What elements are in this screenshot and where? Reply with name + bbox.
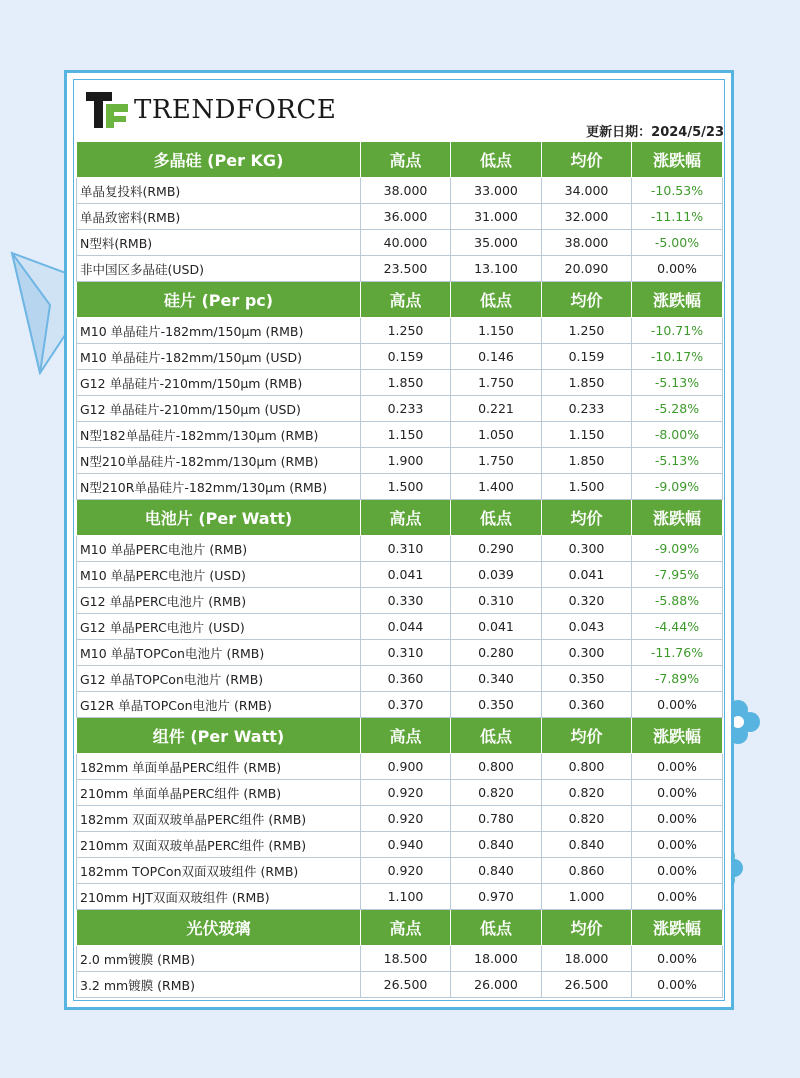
price-change: -5.13% xyxy=(632,370,723,396)
table-row xyxy=(77,474,723,500)
price-change: -8.00% xyxy=(632,422,723,448)
product-name: 182mm 单面单晶PERC组件 (RMB) xyxy=(77,754,361,780)
column-header-avg: 均价 xyxy=(542,142,632,178)
price-avg: 34.000 xyxy=(542,178,632,204)
table-row xyxy=(77,884,723,910)
price-avg: 1.250 xyxy=(542,318,632,344)
price-avg: 0.840 xyxy=(542,832,632,858)
table-row xyxy=(77,204,723,230)
price-high: 0.920 xyxy=(361,780,451,806)
trendforce-logo xyxy=(86,90,336,130)
price-avg: 20.090 xyxy=(542,256,632,282)
product-name: 182mm TOPCon双面双玻组件 (RMB) xyxy=(77,858,361,884)
table-row xyxy=(77,832,723,858)
price-avg: 0.820 xyxy=(542,806,632,832)
price-low: 0.280 xyxy=(451,640,542,666)
product-name: 3.2 mm镀膜 (RMB) xyxy=(77,972,361,998)
price-low: 1.750 xyxy=(451,370,542,396)
column-header-avg: 均价 xyxy=(542,718,632,754)
price-high: 1.150 xyxy=(361,422,451,448)
price-high: 0.920 xyxy=(361,806,451,832)
price-high: 0.044 xyxy=(361,614,451,640)
table-row xyxy=(77,230,723,256)
price-avg: 38.000 xyxy=(542,230,632,256)
column-header-high: 高点 xyxy=(361,282,451,318)
price-table xyxy=(76,141,723,998)
price-low: 0.840 xyxy=(451,858,542,884)
product-name: N型210单晶硅片-182mm/130μm (RMB) xyxy=(77,448,361,474)
price-change: -10.53% xyxy=(632,178,723,204)
product-name: M10 单晶PERC电池片 (RMB) xyxy=(77,536,361,562)
price-high: 0.310 xyxy=(361,640,451,666)
section-title: 多晶硅 (Per KG) xyxy=(77,142,361,178)
table-row xyxy=(77,640,723,666)
table-row xyxy=(77,562,723,588)
price-high: 36.000 xyxy=(361,204,451,230)
price-low: 0.221 xyxy=(451,396,542,422)
price-avg: 0.233 xyxy=(542,396,632,422)
trendforce-logo-icon xyxy=(86,90,128,130)
table-row xyxy=(77,370,723,396)
price-high: 18.500 xyxy=(361,946,451,972)
table-row xyxy=(77,614,723,640)
product-name: G12 单晶PERC电池片 (RMB) xyxy=(77,588,361,614)
price-avg: 0.360 xyxy=(542,692,632,718)
table-row xyxy=(77,806,723,832)
price-avg: 1.500 xyxy=(542,474,632,500)
update-date: 更新日期：2024/5/23 xyxy=(586,125,724,140)
price-low: 1.050 xyxy=(451,422,542,448)
table-row xyxy=(77,536,723,562)
price-change: 0.00% xyxy=(632,946,723,972)
table-row xyxy=(77,858,723,884)
price-avg: 1.850 xyxy=(542,370,632,396)
price-low: 0.350 xyxy=(451,692,542,718)
price-change: -5.00% xyxy=(632,230,723,256)
column-header-low: 低点 xyxy=(451,142,542,178)
price-low: 33.000 xyxy=(451,178,542,204)
price-high: 0.330 xyxy=(361,588,451,614)
price-high: 0.360 xyxy=(361,666,451,692)
price-high: 1.500 xyxy=(361,474,451,500)
product-name: M10 单晶PERC电池片 (USD) xyxy=(77,562,361,588)
column-header-avg: 均价 xyxy=(542,910,632,946)
column-header-high: 高点 xyxy=(361,500,451,536)
price-avg: 18.000 xyxy=(542,946,632,972)
table-row xyxy=(77,972,723,998)
product-name: 单晶致密料(RMB) xyxy=(77,204,361,230)
section-title: 光伏玻璃 xyxy=(77,910,361,946)
column-header-change: 涨跌幅 xyxy=(632,500,723,536)
price-change: -11.11% xyxy=(632,204,723,230)
column-header-high: 高点 xyxy=(361,910,451,946)
table-row xyxy=(77,448,723,474)
price-change: -9.09% xyxy=(632,474,723,500)
table-row xyxy=(77,178,723,204)
price-high: 26.500 xyxy=(361,972,451,998)
price-avg: 1.150 xyxy=(542,422,632,448)
section-title: 组件 (Per Watt) xyxy=(77,718,361,754)
price-low: 0.840 xyxy=(451,832,542,858)
price-avg: 0.800 xyxy=(542,754,632,780)
table-row xyxy=(77,666,723,692)
price-change: -10.71% xyxy=(632,318,723,344)
price-avg: 0.860 xyxy=(542,858,632,884)
price-low: 0.290 xyxy=(451,536,542,562)
price-avg: 0.820 xyxy=(542,780,632,806)
price-change: -5.28% xyxy=(632,396,723,422)
column-header-high: 高点 xyxy=(361,718,451,754)
product-name: 210mm 双面双玻单晶PERC组件 (RMB) xyxy=(77,832,361,858)
column-header-high: 高点 xyxy=(361,142,451,178)
price-avg: 26.500 xyxy=(542,972,632,998)
product-name: N型料(RMB) xyxy=(77,230,361,256)
price-avg: 32.000 xyxy=(542,204,632,230)
price-change: -4.44% xyxy=(632,614,723,640)
column-header-change: 涨跌幅 xyxy=(632,282,723,318)
table-row xyxy=(77,256,723,282)
price-low: 0.800 xyxy=(451,754,542,780)
price-high: 23.500 xyxy=(361,256,451,282)
price-high: 0.233 xyxy=(361,396,451,422)
price-high: 0.920 xyxy=(361,858,451,884)
product-name: 单晶复投料(RMB) xyxy=(77,178,361,204)
price-low: 1.750 xyxy=(451,448,542,474)
price-avg: 0.041 xyxy=(542,562,632,588)
section-header-row xyxy=(77,910,723,946)
table-row xyxy=(77,318,723,344)
price-low: 1.400 xyxy=(451,474,542,500)
product-name: N型210R单晶硅片-182mm/130μm (RMB) xyxy=(77,474,361,500)
section-header-row xyxy=(77,142,723,178)
price-avg: 0.320 xyxy=(542,588,632,614)
column-header-low: 低点 xyxy=(451,718,542,754)
price-high: 0.310 xyxy=(361,536,451,562)
table-row xyxy=(77,422,723,448)
price-low: 0.310 xyxy=(451,588,542,614)
logo-wordmark: TRENDFORCE xyxy=(134,95,337,125)
column-header-avg: 均价 xyxy=(542,282,632,318)
price-low: 0.146 xyxy=(451,344,542,370)
product-name: 210mm 单面单晶PERC组件 (RMB) xyxy=(77,780,361,806)
price-high: 1.100 xyxy=(361,884,451,910)
price-avg: 0.300 xyxy=(542,536,632,562)
price-change: -5.88% xyxy=(632,588,723,614)
price-avg: 0.350 xyxy=(542,666,632,692)
price-change: -11.76% xyxy=(632,640,723,666)
price-low: 13.100 xyxy=(451,256,542,282)
price-low: 0.041 xyxy=(451,614,542,640)
price-high: 1.850 xyxy=(361,370,451,396)
table-row xyxy=(77,754,723,780)
product-name: G12R 单晶TOPCon电池片 (RMB) xyxy=(77,692,361,718)
price-change: 0.00% xyxy=(632,780,723,806)
product-name: 182mm 双面双玻单晶PERC组件 (RMB) xyxy=(77,806,361,832)
price-high: 40.000 xyxy=(361,230,451,256)
price-high: 0.041 xyxy=(361,562,451,588)
price-change: -9.09% xyxy=(632,536,723,562)
price-low: 1.150 xyxy=(451,318,542,344)
price-change: 0.00% xyxy=(632,972,723,998)
price-high: 0.940 xyxy=(361,832,451,858)
product-name: M10 单晶TOPCon电池片 (RMB) xyxy=(77,640,361,666)
price-change: 0.00% xyxy=(632,832,723,858)
price-change: 0.00% xyxy=(632,806,723,832)
product-name: 210mm HJT双面双玻组件 (RMB) xyxy=(77,884,361,910)
column-header-low: 低点 xyxy=(451,282,542,318)
price-avg: 1.000 xyxy=(542,884,632,910)
price-change: 0.00% xyxy=(632,754,723,780)
product-name: G12 单晶TOPCon电池片 (RMB) xyxy=(77,666,361,692)
price-avg: 1.850 xyxy=(542,448,632,474)
section-header-row xyxy=(77,500,723,536)
price-low: 35.000 xyxy=(451,230,542,256)
column-header-low: 低点 xyxy=(451,500,542,536)
price-change: -7.95% xyxy=(632,562,723,588)
product-name: M10 单晶硅片-182mm/150μm (RMB) xyxy=(77,318,361,344)
product-name: 非中国区多晶硅(USD) xyxy=(77,256,361,282)
product-name: G12 单晶硅片-210mm/150μm (RMB) xyxy=(77,370,361,396)
table-row xyxy=(77,780,723,806)
price-low: 0.039 xyxy=(451,562,542,588)
table-row xyxy=(77,396,723,422)
column-header-change: 涨跌幅 xyxy=(632,718,723,754)
column-header-avg: 均价 xyxy=(542,500,632,536)
price-change: 0.00% xyxy=(632,858,723,884)
price-avg: 0.159 xyxy=(542,344,632,370)
product-name: 2.0 mm镀膜 (RMB) xyxy=(77,946,361,972)
column-header-change: 涨跌幅 xyxy=(632,910,723,946)
price-low: 0.340 xyxy=(451,666,542,692)
price-high: 1.250 xyxy=(361,318,451,344)
price-change: -7.89% xyxy=(632,666,723,692)
section-title: 电池片 (Per Watt) xyxy=(77,500,361,536)
table-row xyxy=(77,588,723,614)
price-change: -10.17% xyxy=(632,344,723,370)
price-avg: 0.300 xyxy=(542,640,632,666)
price-low: 0.970 xyxy=(451,884,542,910)
table-row xyxy=(77,692,723,718)
column-header-low: 低点 xyxy=(451,910,542,946)
price-high: 0.159 xyxy=(361,344,451,370)
price-high: 0.900 xyxy=(361,754,451,780)
price-high: 0.370 xyxy=(361,692,451,718)
table-row xyxy=(77,946,723,972)
product-name: G12 单晶PERC电池片 (USD) xyxy=(77,614,361,640)
price-change: 0.00% xyxy=(632,256,723,282)
price-avg: 0.043 xyxy=(542,614,632,640)
table-row xyxy=(77,344,723,370)
column-header-change: 涨跌幅 xyxy=(632,142,723,178)
section-header-row xyxy=(77,718,723,754)
price-change: 0.00% xyxy=(632,884,723,910)
price-low: 0.820 xyxy=(451,780,542,806)
price-high: 1.900 xyxy=(361,448,451,474)
price-low: 0.780 xyxy=(451,806,542,832)
price-high: 38.000 xyxy=(361,178,451,204)
section-header-row xyxy=(77,282,723,318)
section-title: 硅片 (Per pc) xyxy=(77,282,361,318)
product-name: N型182单晶硅片-182mm/130μm (RMB) xyxy=(77,422,361,448)
product-name: M10 单晶硅片-182mm/150μm (USD) xyxy=(77,344,361,370)
price-change: 0.00% xyxy=(632,692,723,718)
price-change: -5.13% xyxy=(632,448,723,474)
price-low: 26.000 xyxy=(451,972,542,998)
product-name: G12 单晶硅片-210mm/150μm (USD) xyxy=(77,396,361,422)
price-low: 18.000 xyxy=(451,946,542,972)
price-low: 31.000 xyxy=(451,204,542,230)
